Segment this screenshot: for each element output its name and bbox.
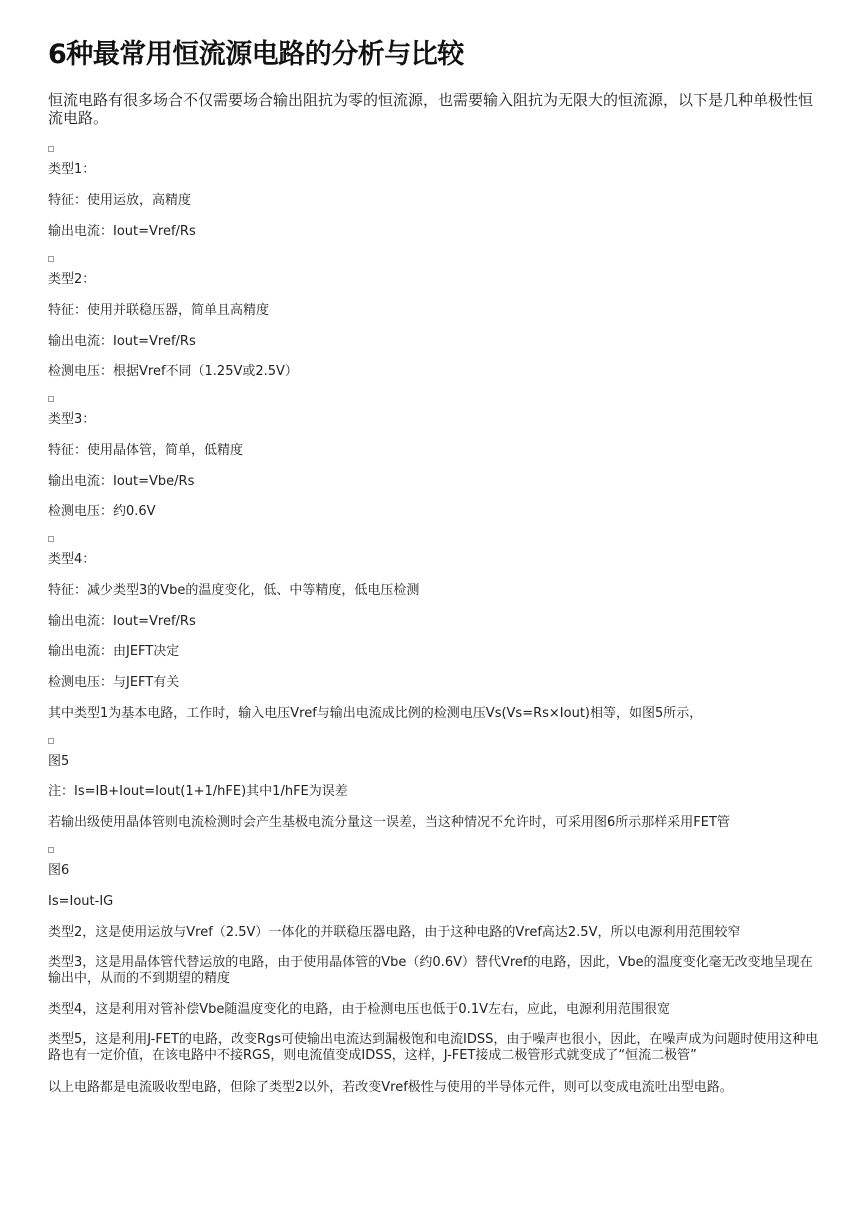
figure5-note: 注：Is=IB+Iout=Iout(1+1/hFE)其中1/hFE为误差 [48,784,348,799]
type2-detect-voltage: 检测电压：根据Vref不同（1.25V或2.5V） [48,364,298,379]
type4-heading: 类型4： [48,552,96,567]
circuit-type3-image [48,396,54,402]
figure6-formula: Is=Iout-IG [48,894,114,909]
type3-output-current: 输出电流：Iout=Vbe/Rs [48,474,195,489]
type3-detect-voltage: 检测电压：约0.6V [48,504,156,519]
type2-feature: 特征：使用并联稳压器，简单且高精度 [48,303,270,318]
type2-output-current: 输出电流：Iout=Vref/Rs [48,334,196,349]
fet-description: 若输出级使用晶体管则电流检测时会产生基极电流分量这一误差，当这种情况不允许时，可采用图6所示那样采用FET管 [48,815,730,830]
intro-paragraph: 恒流电路有很多场合不仅需要场合输出阻抗为零的恒流源，也需要输入阻抗为无限大的恒流源，以下是几种单极性恒流电路。 [48,91,814,127]
analysis-type4: 类型4，这是利用对管补偿Vbe随温度变化的电路，由于检测电压也低于0.1V左右，应此，电源利用范围很宽 [48,1002,670,1017]
circuit-type4-image [48,536,54,542]
basic-circuit-description: 其中类型1为基本电路，工作时，输入电压Vref与输出电流成比例的检测电压Vs(Vs=Rs×Iout)相等，如图5所示， [48,706,703,721]
type1-feature: 特征：使用运放，高精度 [48,193,192,208]
type1-output-current: 输出电流：Iout=Vref/Rs [48,224,196,239]
type4-output-current: 输出电流：Iout=Vref/Rs [48,614,196,629]
figure6-label: 图6 [48,863,70,878]
type4-feature: 特征：减少类型3的Vbe的温度变化，低、中等精度，低电压检测 [48,583,420,598]
analysis-type5: 类型5，这是利用J-FET的电路，改变Rgs可使输出电流达到漏极饱和电流IDSS，由于噪声也很小，因此，在噪声成为问题时使用这种电路也有一定价值，在该电路中不接RGS，则电流值变成IDSS，这样，J-FET接成二极管形式就变成了“恒流二极管” [48,1032,819,1063]
analysis-type3: 类型3，这是用晶体管代替运放的电路，由于使用晶体管的Vbe（约0.6V）替代Vref的电路，因此，Vbe的温度变化毫无改变地呈现在输出中，从而的不到期望的精度 [48,955,813,986]
figure5-label: 图5 [48,754,70,769]
type1-heading: 类型1： [48,162,96,177]
type3-feature: 特征：使用晶体管，简单，低精度 [48,443,244,458]
figure6-image [48,847,54,853]
conclusion-paragraph: 以上电路都是电流吸收型电路，但除了类型2以外，若改变Vref极性与使用的半导体元件，则可以变成电流吐出型电路。 [48,1080,733,1095]
circuit-type2-image [48,256,54,262]
type2-heading: 类型2： [48,272,96,287]
page-title: 6种最常用恒流源电路的分析与比较 [48,39,464,70]
type4-detect-voltage: 检测电压：与JEFT有关 [48,675,180,690]
circuit-type1-image [48,146,54,152]
analysis-type2: 类型2，这是使用运放与Vref（2.5V）一体化的并联稳压器电路，由于这种电路的Vref高达2.5V，所以电源利用范围较窄 [48,925,741,940]
type4-output-current-jfet: 输出电流：由JEFT决定 [48,644,180,659]
figure5-image [48,738,54,744]
type3-heading: 类型3： [48,412,96,427]
